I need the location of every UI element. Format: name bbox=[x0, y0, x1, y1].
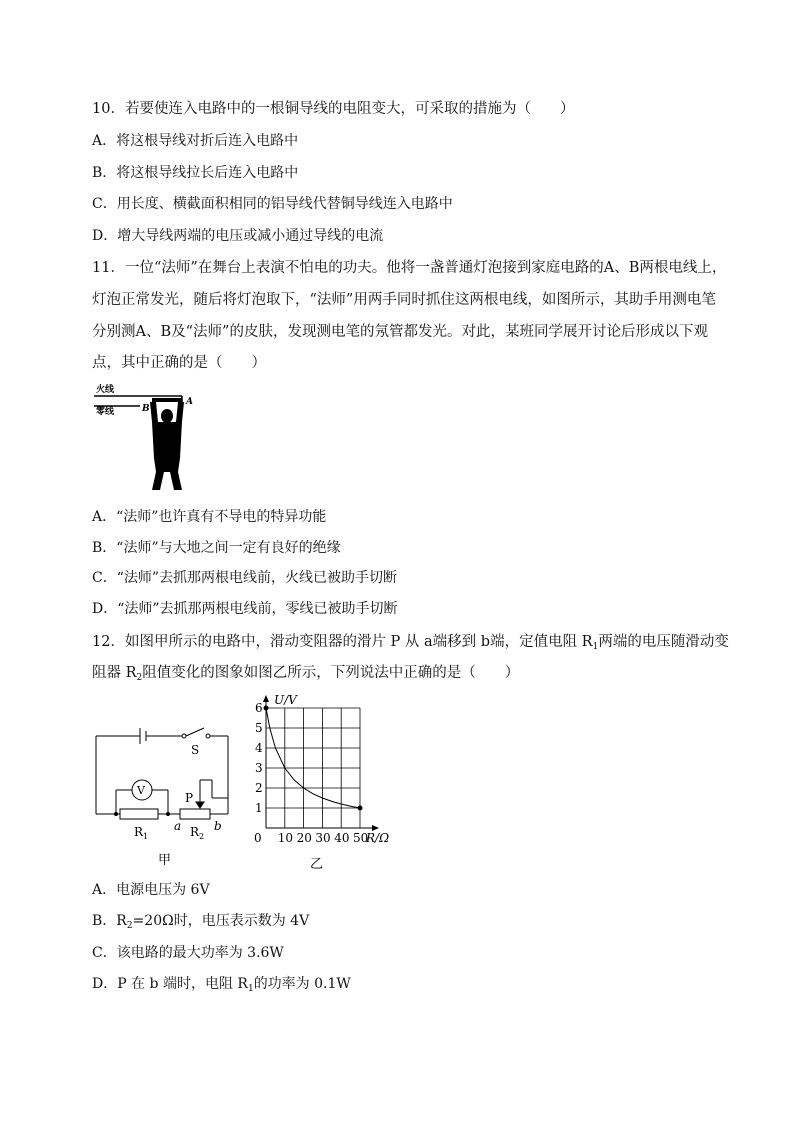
slider-p-arrow bbox=[196, 802, 204, 808]
q11-stem-line-4: 点，其中正确的是（ ） bbox=[92, 355, 266, 371]
q11-option-d: D．“法师”去抓那两根电线前，零线已被助手切断 bbox=[92, 601, 398, 617]
q11-stem-line-1: 11．一位“法师”在舞台上表演不怕电的功夫。他将一盏普通灯泡接到家庭电路的A、B两根电线上， bbox=[92, 260, 727, 276]
q12-option-b: B．$R_2=20\Omega$时，电压表示数为 4V bbox=[92, 913, 310, 931]
q11-figure bbox=[94, 380, 224, 495]
q10-option-b: B．将这根导线拉长后连入电路中 bbox=[92, 165, 299, 181]
y-axis-arrow bbox=[263, 695, 269, 702]
slider-label: P bbox=[185, 791, 194, 805]
y-tick-label: 1 bbox=[255, 801, 263, 815]
label-b: B bbox=[142, 404, 150, 414]
graph-endpoint bbox=[264, 706, 269, 711]
graph-y-axis-label: U/V bbox=[274, 693, 297, 707]
rheostat-r2 bbox=[180, 809, 210, 819]
voltmeter-label: V bbox=[137, 784, 145, 797]
graph-tick-labels bbox=[254, 701, 368, 845]
y-tick-label: 5 bbox=[255, 721, 263, 735]
switch-label: S bbox=[191, 743, 200, 757]
x-tick-label: 50 bbox=[353, 831, 369, 845]
q12-stem-line-1: 12．如图甲所示的电路中，滑动变阻器的滑片 P 从 a端移到 b端，定值电阻 $R_1$两端的电压随滑动变 bbox=[92, 634, 729, 652]
performer-silhouette bbox=[150, 398, 184, 490]
y-tick-label: 6 bbox=[255, 701, 263, 715]
q12-voltage-graph bbox=[246, 692, 406, 872]
q11-option-b: B．“法师”与大地之间一定有良好的绝缘 bbox=[92, 540, 341, 556]
q12-option-c: C．该电路的最大功率为 3.6W bbox=[92, 945, 284, 961]
circuit-caption: 甲 bbox=[158, 853, 172, 868]
graph-endpoints bbox=[264, 706, 363, 811]
y-tick-label: 4 bbox=[255, 741, 263, 755]
end-a-label: a bbox=[174, 819, 182, 833]
y-tick-label: 3 bbox=[255, 761, 263, 775]
end-b-label: b bbox=[214, 819, 222, 833]
q10-option-a: A．将这根导线对折后连入电路中 bbox=[92, 133, 299, 149]
neutral-wire-label: 零线 bbox=[96, 407, 115, 417]
x-tick-label: 10 bbox=[277, 831, 294, 845]
q10-stem: 10．若要使连入电路中的一根铜导线的电阻变大，可采取的措施为（ ） bbox=[92, 101, 575, 117]
graph-grid bbox=[266, 708, 360, 828]
node-a bbox=[166, 812, 170, 816]
x-tick-label: 30 bbox=[315, 831, 331, 845]
q11-option-a: A．“法师”也许真有不导电的特异功能 bbox=[92, 509, 327, 525]
q10-option-d: D．增大导线两端的电压或减小通过导线的电流 bbox=[92, 228, 384, 244]
r1-label: $R_1$ bbox=[134, 825, 149, 841]
q12-circuit-diagram bbox=[90, 718, 240, 868]
switch-contact bbox=[206, 734, 210, 738]
graph-x-axis-label: R/Ω bbox=[366, 831, 390, 845]
graph-caption: 乙 bbox=[310, 857, 324, 872]
graph-axes bbox=[263, 695, 379, 831]
q12-option-a: A．电源电压为 6V bbox=[92, 882, 210, 898]
switch-blade bbox=[186, 728, 204, 736]
q12-stem-line-2: 阻器 $R_2$阻值变化的图象如图乙所示，下列说法中正确的是（ ） bbox=[92, 665, 520, 683]
y-tick-label: 2 bbox=[255, 781, 263, 795]
graph-curve bbox=[266, 708, 360, 808]
live-wire-label: 火线 bbox=[96, 385, 115, 395]
graph-endpoint bbox=[358, 806, 363, 811]
resistor-r1 bbox=[120, 809, 158, 819]
q11-option-c: C．“法师”去抓那两根电线前，火线已被助手切断 bbox=[92, 570, 398, 586]
q11-stem-line-2: 灯泡正常发光，随后将灯泡取下，“法师”用两手同时抓住这两根电线，如图所示，其助手用测电笔 bbox=[92, 292, 716, 308]
label-a: A bbox=[186, 397, 193, 407]
q10-option-c: C．用长度、横截面积相同的铝导线代替铜导线连入电路中 bbox=[92, 196, 453, 212]
q11-stem-line-3: 分别测A、B及“法师”的皮肤，发现测电笔的氖管都发光。对此，某班同学展开讨论后形成以下观 bbox=[92, 324, 708, 340]
r2-label: $R_2$ bbox=[190, 825, 205, 841]
x-tick-label: 20 bbox=[296, 831, 312, 845]
switch-pivot bbox=[182, 734, 186, 738]
q12-option-d: D．P 在 b 端时，电阻 $R_1$的功率为 0.1W bbox=[92, 976, 351, 994]
x-tick-label: 40 bbox=[334, 831, 350, 845]
x-tick-label: 0 bbox=[254, 831, 262, 845]
